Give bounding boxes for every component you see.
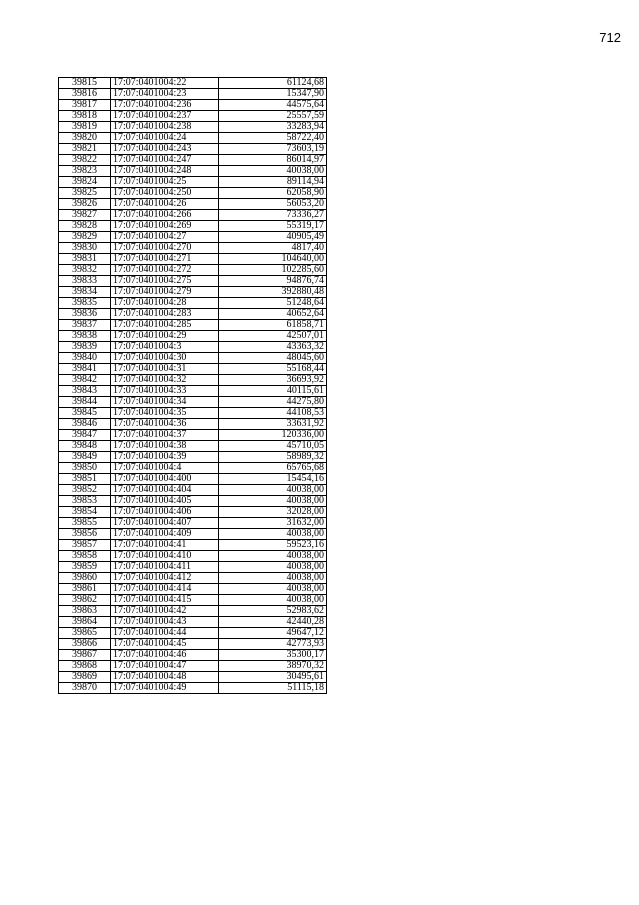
cadastral-number-cell: 17:07:0401004:39	[111, 452, 219, 463]
cadastral-value-cell: 44108,53	[219, 408, 327, 419]
row-number-cell: 39831	[59, 254, 111, 265]
table-row	[59, 78, 327, 89]
cadastral-value-cell: 40038,00	[219, 485, 327, 496]
cadastral-number-cell: 17:07:0401004:31	[111, 364, 219, 375]
cadastral-value-cell: 42507,01	[219, 331, 327, 342]
cadastral-value-cell: 40038,00	[219, 573, 327, 584]
table-row	[59, 144, 327, 155]
table-row	[59, 595, 327, 606]
cadastral-number-cell: 17:07:0401004:46	[111, 650, 219, 661]
cadastral-number-cell: 17:07:0401004:36	[111, 419, 219, 430]
table-row	[59, 221, 327, 232]
cadastral-number-cell: 17:07:0401004:29	[111, 331, 219, 342]
cadastral-value-cell: 40652,64	[219, 309, 327, 320]
table-row	[59, 111, 327, 122]
row-number-cell: 39860	[59, 573, 111, 584]
cadastral-number-cell: 17:07:0401004:409	[111, 529, 219, 540]
cadastral-value-cell: 94876,74	[219, 276, 327, 287]
table-row	[59, 353, 327, 364]
row-number-cell: 39864	[59, 617, 111, 628]
table-row	[59, 441, 327, 452]
cadastral-number-cell: 17:07:0401004:28	[111, 298, 219, 309]
table-row	[59, 331, 327, 342]
table-row	[59, 397, 327, 408]
row-number-cell: 39818	[59, 111, 111, 122]
cadastral-number-cell: 17:07:0401004:410	[111, 551, 219, 562]
cadastral-value-cell: 58722,40	[219, 133, 327, 144]
cadastral-number-cell: 17:07:0401004:266	[111, 210, 219, 221]
table-row	[59, 155, 327, 166]
cadastral-number-cell: 17:07:0401004:414	[111, 584, 219, 595]
cadastral-number-cell: 17:07:0401004:407	[111, 518, 219, 529]
row-number-cell: 39859	[59, 562, 111, 573]
cadastral-value-cell: 42440,28	[219, 617, 327, 628]
cadastral-number-cell: 17:07:0401004:42	[111, 606, 219, 617]
table-row	[59, 584, 327, 595]
table-row	[59, 496, 327, 507]
cadastral-value-cell: 4817,40	[219, 243, 327, 254]
table-row	[59, 683, 327, 694]
table-row	[59, 89, 327, 100]
row-number-cell: 39822	[59, 155, 111, 166]
table-row	[59, 188, 327, 199]
row-number-cell: 39861	[59, 584, 111, 595]
cadastral-value-cell: 40038,00	[219, 562, 327, 573]
cadastral-value-cell: 40038,00	[219, 551, 327, 562]
row-number-cell: 39862	[59, 595, 111, 606]
row-number-cell: 39851	[59, 474, 111, 485]
cadastral-number-cell: 17:07:0401004:47	[111, 661, 219, 672]
cadastral-number-cell: 17:07:0401004:275	[111, 276, 219, 287]
cadastral-value-cell: 392880,48	[219, 287, 327, 298]
cadastral-value-cell: 40038,00	[219, 584, 327, 595]
cadastral-value-cell: 30495,61	[219, 672, 327, 683]
cadastral-number-cell: 17:07:0401004:279	[111, 287, 219, 298]
cadastral-value-cell: 55168,44	[219, 364, 327, 375]
cadastral-value-cell: 73603,19	[219, 144, 327, 155]
cadastral-value-cell: 44575,64	[219, 100, 327, 111]
row-number-cell: 39855	[59, 518, 111, 529]
cadastral-value-cell: 36693,92	[219, 375, 327, 386]
row-number-cell: 39843	[59, 386, 111, 397]
table-row	[59, 386, 327, 397]
table-row	[59, 133, 327, 144]
cadastral-value-cell: 55319,17	[219, 221, 327, 232]
table-row	[59, 540, 327, 551]
cadastral-value-cell: 43363,32	[219, 342, 327, 353]
table-row	[59, 364, 327, 375]
row-number-cell: 39825	[59, 188, 111, 199]
row-number-cell: 39853	[59, 496, 111, 507]
table-row	[59, 342, 327, 353]
table-row	[59, 276, 327, 287]
cadastral-value-cell: 86014,97	[219, 155, 327, 166]
table-row	[59, 232, 327, 243]
cadastral-number-cell: 17:07:0401004:405	[111, 496, 219, 507]
cadastral-value-cell: 58989,32	[219, 452, 327, 463]
table-body	[59, 78, 327, 694]
table-row	[59, 298, 327, 309]
cadastral-number-cell: 17:07:0401004:37	[111, 430, 219, 441]
table-row	[59, 485, 327, 496]
table-row	[59, 639, 327, 650]
row-number-cell: 39850	[59, 463, 111, 474]
row-number-cell: 39837	[59, 320, 111, 331]
row-number-cell: 39835	[59, 298, 111, 309]
table-row	[59, 408, 327, 419]
cadastral-value-cell: 120336,00	[219, 430, 327, 441]
row-number-cell: 39839	[59, 342, 111, 353]
cadastral-number-cell: 17:07:0401004:48	[111, 672, 219, 683]
row-number-cell: 39817	[59, 100, 111, 111]
table-row	[59, 199, 327, 210]
page-number: 712	[599, 30, 621, 45]
row-number-cell: 39819	[59, 122, 111, 133]
row-number-cell: 39820	[59, 133, 111, 144]
cadastral-value-cell: 42773,93	[219, 639, 327, 650]
cadastral-number-cell: 17:07:0401004:23	[111, 89, 219, 100]
cadastral-value-cell: 40115,61	[219, 386, 327, 397]
table-row	[59, 452, 327, 463]
row-number-cell: 39857	[59, 540, 111, 551]
row-number-cell: 39838	[59, 331, 111, 342]
cadastral-value-cell: 33631,92	[219, 419, 327, 430]
table-row	[59, 265, 327, 276]
row-number-cell: 39865	[59, 628, 111, 639]
cadastral-value-cell: 38970,32	[219, 661, 327, 672]
cadastral-value-cell: 61858,71	[219, 320, 327, 331]
row-number-cell: 39845	[59, 408, 111, 419]
cadastral-number-cell: 17:07:0401004:34	[111, 397, 219, 408]
row-number-cell: 39842	[59, 375, 111, 386]
row-number-cell: 39829	[59, 232, 111, 243]
table-row	[59, 562, 327, 573]
cadastral-value-cell: 104640,00	[219, 254, 327, 265]
cadastral-number-cell: 17:07:0401004:400	[111, 474, 219, 485]
table-row	[59, 474, 327, 485]
row-number-cell: 39846	[59, 419, 111, 430]
cadastral-value-cell: 56053,20	[219, 199, 327, 210]
row-number-cell: 39844	[59, 397, 111, 408]
cadastral-number-cell: 17:07:0401004:3	[111, 342, 219, 353]
cadastral-value-cell: 52983,62	[219, 606, 327, 617]
table-row	[59, 463, 327, 474]
row-number-cell: 39826	[59, 199, 111, 210]
row-number-cell: 39815	[59, 78, 111, 89]
cadastral-number-cell: 17:07:0401004:247	[111, 155, 219, 166]
cadastral-number-cell: 17:07:0401004:406	[111, 507, 219, 518]
cadastral-number-cell: 17:07:0401004:270	[111, 243, 219, 254]
row-number-cell: 39816	[59, 89, 111, 100]
cadastral-number-cell: 17:07:0401004:26	[111, 199, 219, 210]
row-number-cell: 39847	[59, 430, 111, 441]
cadastral-number-cell: 17:07:0401004:243	[111, 144, 219, 155]
row-number-cell: 39849	[59, 452, 111, 463]
cadastral-value-cell: 35300,17	[219, 650, 327, 661]
cadastral-value-cell: 59523,16	[219, 540, 327, 551]
cadastral-value-cell: 51248,64	[219, 298, 327, 309]
cadastral-value-cell: 49647,12	[219, 628, 327, 639]
table-row	[59, 650, 327, 661]
cadastral-number-cell: 17:07:0401004:285	[111, 320, 219, 331]
cadastral-value-cell: 40038,00	[219, 529, 327, 540]
cadastral-number-cell: 17:07:0401004:404	[111, 485, 219, 496]
row-number-cell: 39824	[59, 177, 111, 188]
cadastral-value-cell: 15347,90	[219, 89, 327, 100]
row-number-cell: 39866	[59, 639, 111, 650]
cadastral-value-table	[58, 77, 327, 694]
cadastral-value-cell: 40905,49	[219, 232, 327, 243]
row-number-cell: 39834	[59, 287, 111, 298]
row-number-cell: 39841	[59, 364, 111, 375]
row-number-cell: 39832	[59, 265, 111, 276]
cadastral-value-cell: 102285,60	[219, 265, 327, 276]
cadastral-value-cell: 32028,00	[219, 507, 327, 518]
cadastral-value-cell: 51115,18	[219, 683, 327, 694]
cadastral-value-cell: 73336,27	[219, 210, 327, 221]
cadastral-value-cell: 40038,00	[219, 496, 327, 507]
row-number-cell: 39823	[59, 166, 111, 177]
cadastral-number-cell: 17:07:0401004:415	[111, 595, 219, 606]
row-number-cell: 39836	[59, 309, 111, 320]
row-number-cell: 39867	[59, 650, 111, 661]
row-number-cell: 39856	[59, 529, 111, 540]
table-row	[59, 672, 327, 683]
cadastral-number-cell: 17:07:0401004:32	[111, 375, 219, 386]
cadastral-number-cell: 17:07:0401004:33	[111, 386, 219, 397]
table-row	[59, 100, 327, 111]
cadastral-value-cell: 61124,68	[219, 78, 327, 89]
table-row	[59, 419, 327, 430]
table-row	[59, 177, 327, 188]
table-row	[59, 518, 327, 529]
cadastral-number-cell: 17:07:0401004:248	[111, 166, 219, 177]
cadastral-value-cell: 44275,80	[219, 397, 327, 408]
cadastral-number-cell: 17:07:0401004:283	[111, 309, 219, 320]
row-number-cell: 39840	[59, 353, 111, 364]
cadastral-number-cell: 17:07:0401004:30	[111, 353, 219, 364]
table-row	[59, 309, 327, 320]
table-row	[59, 243, 327, 254]
cadastral-number-cell: 17:07:0401004:238	[111, 122, 219, 133]
cadastral-value-cell: 45710,05	[219, 441, 327, 452]
cadastral-number-cell: 17:07:0401004:35	[111, 408, 219, 419]
cadastral-value-cell: 40038,00	[219, 595, 327, 606]
table-row	[59, 430, 327, 441]
table-row	[59, 320, 327, 331]
row-number-cell: 39848	[59, 441, 111, 452]
table-row	[59, 254, 327, 265]
table-row	[59, 573, 327, 584]
cadastral-number-cell: 17:07:0401004:237	[111, 111, 219, 122]
cadastral-value-cell: 31632,00	[219, 518, 327, 529]
cadastral-value-cell: 33283,94	[219, 122, 327, 133]
table-row	[59, 287, 327, 298]
cadastral-number-cell: 17:07:0401004:22	[111, 78, 219, 89]
table-row	[59, 122, 327, 133]
cadastral-number-cell: 17:07:0401004:250	[111, 188, 219, 199]
row-number-cell: 39821	[59, 144, 111, 155]
cadastral-number-cell: 17:07:0401004:41	[111, 540, 219, 551]
cadastral-number-cell: 17:07:0401004:43	[111, 617, 219, 628]
cadastral-number-cell: 17:07:0401004:271	[111, 254, 219, 265]
row-number-cell: 39869	[59, 672, 111, 683]
cadastral-value-cell: 15454,16	[219, 474, 327, 485]
cadastral-number-cell: 17:07:0401004:45	[111, 639, 219, 650]
cadastral-number-cell: 17:07:0401004:272	[111, 265, 219, 276]
cadastral-number-cell: 17:07:0401004:27	[111, 232, 219, 243]
table-row	[59, 551, 327, 562]
cadastral-number-cell: 17:07:0401004:24	[111, 133, 219, 144]
cadastral-number-cell: 17:07:0401004:236	[111, 100, 219, 111]
table-row	[59, 507, 327, 518]
cadastral-number-cell: 17:07:0401004:4	[111, 463, 219, 474]
table-row	[59, 617, 327, 628]
row-number-cell: 39870	[59, 683, 111, 694]
row-number-cell: 39827	[59, 210, 111, 221]
row-number-cell: 39833	[59, 276, 111, 287]
row-number-cell: 39854	[59, 507, 111, 518]
cadastral-number-cell: 17:07:0401004:25	[111, 177, 219, 188]
cadastral-value-cell: 40038,00	[219, 166, 327, 177]
table-row	[59, 628, 327, 639]
cadastral-value-cell: 48045,60	[219, 353, 327, 364]
table-row	[59, 661, 327, 672]
table-row	[59, 606, 327, 617]
table-row	[59, 166, 327, 177]
row-number-cell: 39863	[59, 606, 111, 617]
cadastral-number-cell: 17:07:0401004:44	[111, 628, 219, 639]
cadastral-number-cell: 17:07:0401004:411	[111, 562, 219, 573]
table-row	[59, 529, 327, 540]
row-number-cell: 39828	[59, 221, 111, 232]
cadastral-value-cell: 65765,68	[219, 463, 327, 474]
cadastral-number-cell: 17:07:0401004:412	[111, 573, 219, 584]
cadastral-number-cell: 17:07:0401004:49	[111, 683, 219, 694]
row-number-cell: 39852	[59, 485, 111, 496]
row-number-cell: 39868	[59, 661, 111, 672]
cadastral-value-cell: 25557,59	[219, 111, 327, 122]
table-row	[59, 375, 327, 386]
table-row	[59, 210, 327, 221]
cadastral-value-cell: 62058,90	[219, 188, 327, 199]
cadastral-number-cell: 17:07:0401004:269	[111, 221, 219, 232]
cadastral-number-cell: 17:07:0401004:38	[111, 441, 219, 452]
row-number-cell: 39858	[59, 551, 111, 562]
cadastral-value-cell: 89114,94	[219, 177, 327, 188]
row-number-cell: 39830	[59, 243, 111, 254]
